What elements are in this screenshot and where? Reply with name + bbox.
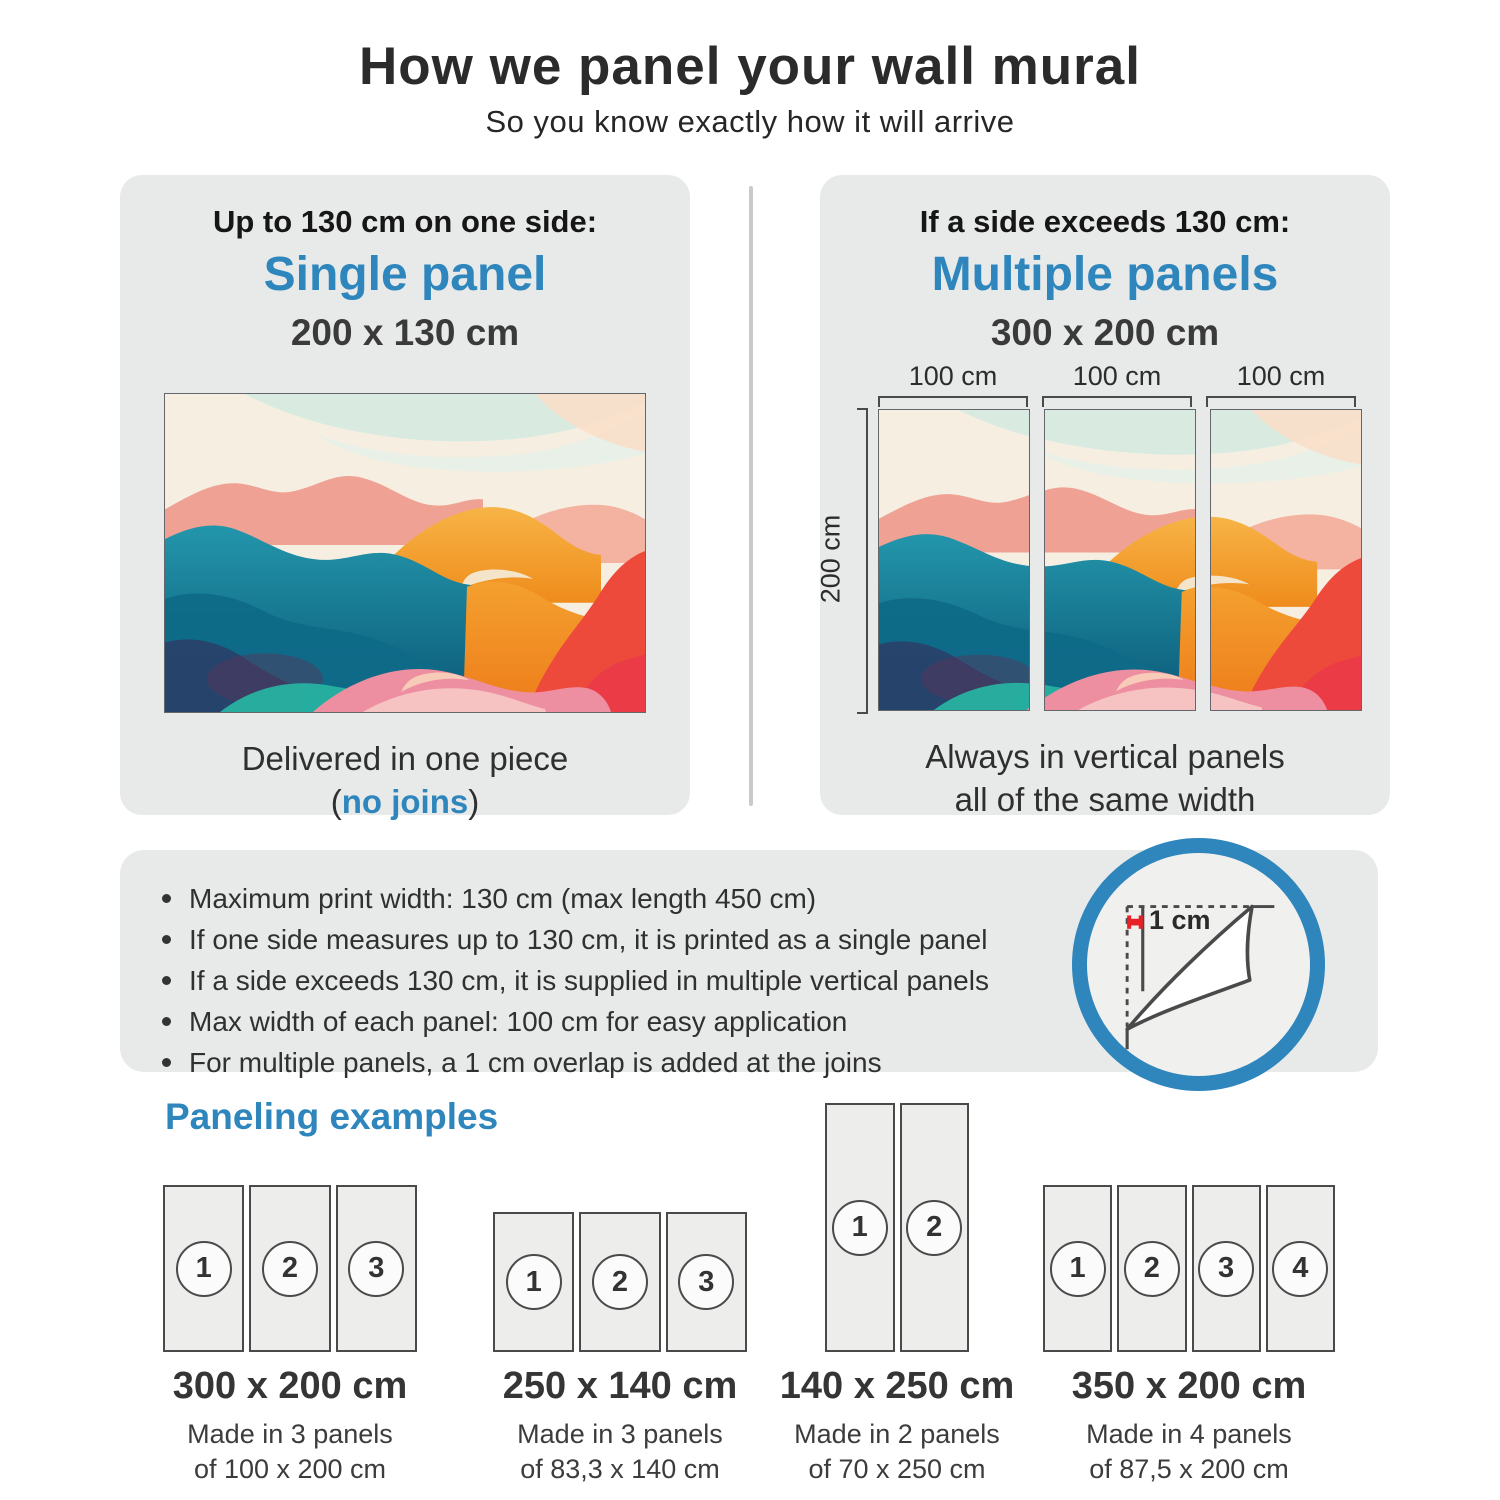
- caption-line1: Always in vertical panels: [925, 738, 1285, 775]
- rule-text: If a side exceeds 130 cm, it is supplied in multiple vertical panels: [189, 965, 989, 996]
- width-bracket: [1042, 396, 1192, 407]
- example-made: Made in 4 panels: [1086, 1419, 1292, 1449]
- panel-number-badge: 1: [176, 1241, 232, 1297]
- example-of: of 70 x 250 cm: [808, 1454, 986, 1484]
- example-of: of 87,5 x 200 cm: [1089, 1454, 1289, 1484]
- multiple-panels-caption: [820, 735, 1390, 821]
- panel-number-badge: 1: [506, 1254, 562, 1310]
- example-panel: [1192, 1185, 1261, 1352]
- example-panel: [249, 1185, 330, 1352]
- single-panel-size: 200 x 130 cm: [290, 312, 520, 353]
- mural-panels: [878, 409, 1356, 711]
- panel-number-badge: 2: [262, 1241, 318, 1297]
- paren-open: (: [330, 783, 342, 820]
- multiple-panels-heading: Multiple panels: [931, 248, 1279, 301]
- panel-number-badge: 1: [1050, 1241, 1106, 1297]
- example-size: 250 x 140 cm: [502, 1365, 738, 1407]
- example-panel: [336, 1185, 417, 1352]
- card-divider: [749, 186, 753, 806]
- bullet-dot: [162, 935, 171, 944]
- multiple-panels-size: 300 x 200 cm: [990, 312, 1220, 353]
- mural-image: [1044, 410, 1196, 710]
- example-panel: [1266, 1185, 1335, 1352]
- single-panel-card: [120, 175, 690, 820]
- example-made: Made in 2 panels: [794, 1419, 1000, 1449]
- panel-width-label: 100 cm: [1236, 361, 1326, 391]
- example-4-panels: [1043, 1185, 1335, 1352]
- rule-item: [162, 1001, 1068, 1042]
- panel-height-label: 200 cm: [815, 514, 846, 604]
- panel-width-measure: [878, 361, 1028, 407]
- mural-panel-1: [878, 409, 1030, 711]
- panel-number-badge: 3: [1198, 1241, 1254, 1297]
- rule-text: Maximum print width: 130 cm (max length 450 cm): [189, 883, 817, 914]
- example-panel: [900, 1103, 970, 1352]
- caption-line1: Delivered in one piece: [241, 740, 569, 777]
- example-panel: [1043, 1185, 1112, 1352]
- example-of: of 83,3 x 140 cm: [520, 1454, 720, 1484]
- panel-diagram: [815, 361, 1356, 711]
- mural-artwork-single: [164, 393, 646, 713]
- page-title: How we panel your wall mural: [359, 37, 1141, 96]
- width-bracket: [1206, 396, 1356, 407]
- examples-heading: Paneling examples: [165, 1096, 499, 1137]
- mural-image: [1210, 410, 1361, 710]
- example-1-caption: [120, 1364, 460, 1487]
- example-size: 300 x 200 cm: [172, 1365, 408, 1407]
- overlap-page-curl-icon: [1072, 838, 1325, 1091]
- caption-line2: all of the same width: [954, 781, 1256, 818]
- single-panel-caption: [120, 737, 690, 823]
- page-curl-diagram: [1087, 853, 1310, 1076]
- multiple-panels-condition: If a side exceeds 130 cm:: [919, 204, 1291, 239]
- example-panel: [666, 1212, 747, 1352]
- multiple-panels-card: [815, 175, 1390, 818]
- rule-item: [162, 919, 1068, 960]
- rule-item: [162, 960, 1068, 1001]
- rule-text: Max width of each panel: 100 cm for easy application: [189, 1006, 848, 1037]
- panel-width-label: 100 cm: [1072, 361, 1162, 391]
- example-made: Made in 3 panels: [517, 1419, 723, 1449]
- example-1-panels: [163, 1185, 417, 1352]
- width-measures: [878, 361, 1356, 407]
- no-joins-highlight: no joins: [341, 783, 469, 820]
- example-panel: [825, 1103, 895, 1352]
- width-bracket: [878, 396, 1028, 407]
- example-size: 350 x 200 cm: [1071, 1365, 1307, 1407]
- bullet-dot: [162, 1017, 171, 1026]
- panel-number-badge: 1: [832, 1200, 888, 1256]
- panel-number-badge: 3: [678, 1254, 734, 1310]
- rule-text: For multiple panels, a 1 cm overlap is added at the joins: [189, 1047, 882, 1078]
- example-3-panels: [825, 1103, 969, 1352]
- example-panel: [493, 1212, 574, 1352]
- bullet-dot: [162, 894, 171, 903]
- panel-number-badge: 2: [906, 1200, 962, 1256]
- rule-text: If one side measures up to 130 cm, it is printed as a single panel: [189, 924, 988, 955]
- example-of: of 100 x 200 cm: [193, 1454, 387, 1484]
- mural-image: [165, 394, 645, 712]
- panel-number-badge: 4: [1272, 1241, 1328, 1297]
- example-panel: [163, 1185, 244, 1352]
- example-3-caption: [727, 1364, 1067, 1487]
- example-made: Made in 3 panels: [187, 1419, 393, 1449]
- example-4-caption: [1019, 1364, 1359, 1487]
- example-size: 140 x 250 cm: [779, 1365, 1015, 1407]
- panel-number-badge: 2: [592, 1254, 648, 1310]
- example-2-panels: [493, 1212, 747, 1352]
- bullet-dot: [162, 1058, 171, 1067]
- bullet-dot: [162, 976, 171, 985]
- panel-width-measure: [1206, 361, 1356, 407]
- example-panel: [579, 1212, 660, 1352]
- page-subtitle: So you know exactly how it will arrive: [485, 104, 1015, 139]
- paren-close: ): [468, 783, 480, 820]
- single-panel-heading: Single panel: [263, 248, 547, 301]
- mural-panel-3: [1210, 409, 1362, 711]
- panel-width-measure: [1042, 361, 1192, 407]
- height-bracket: [857, 408, 868, 714]
- panel-number-badge: 3: [348, 1241, 404, 1297]
- panel-width-label: 100 cm: [908, 361, 998, 391]
- mural-panel-2: [1044, 409, 1196, 711]
- mural-image: [879, 410, 1030, 710]
- rule-item: [162, 1042, 1068, 1083]
- example-panel: [1117, 1185, 1186, 1352]
- rule-item: [162, 878, 1068, 919]
- panel-number-badge: 2: [1124, 1241, 1180, 1297]
- overlap-size-label: 1 cm: [1149, 905, 1211, 935]
- single-panel-condition: Up to 130 cm on one side:: [212, 204, 598, 239]
